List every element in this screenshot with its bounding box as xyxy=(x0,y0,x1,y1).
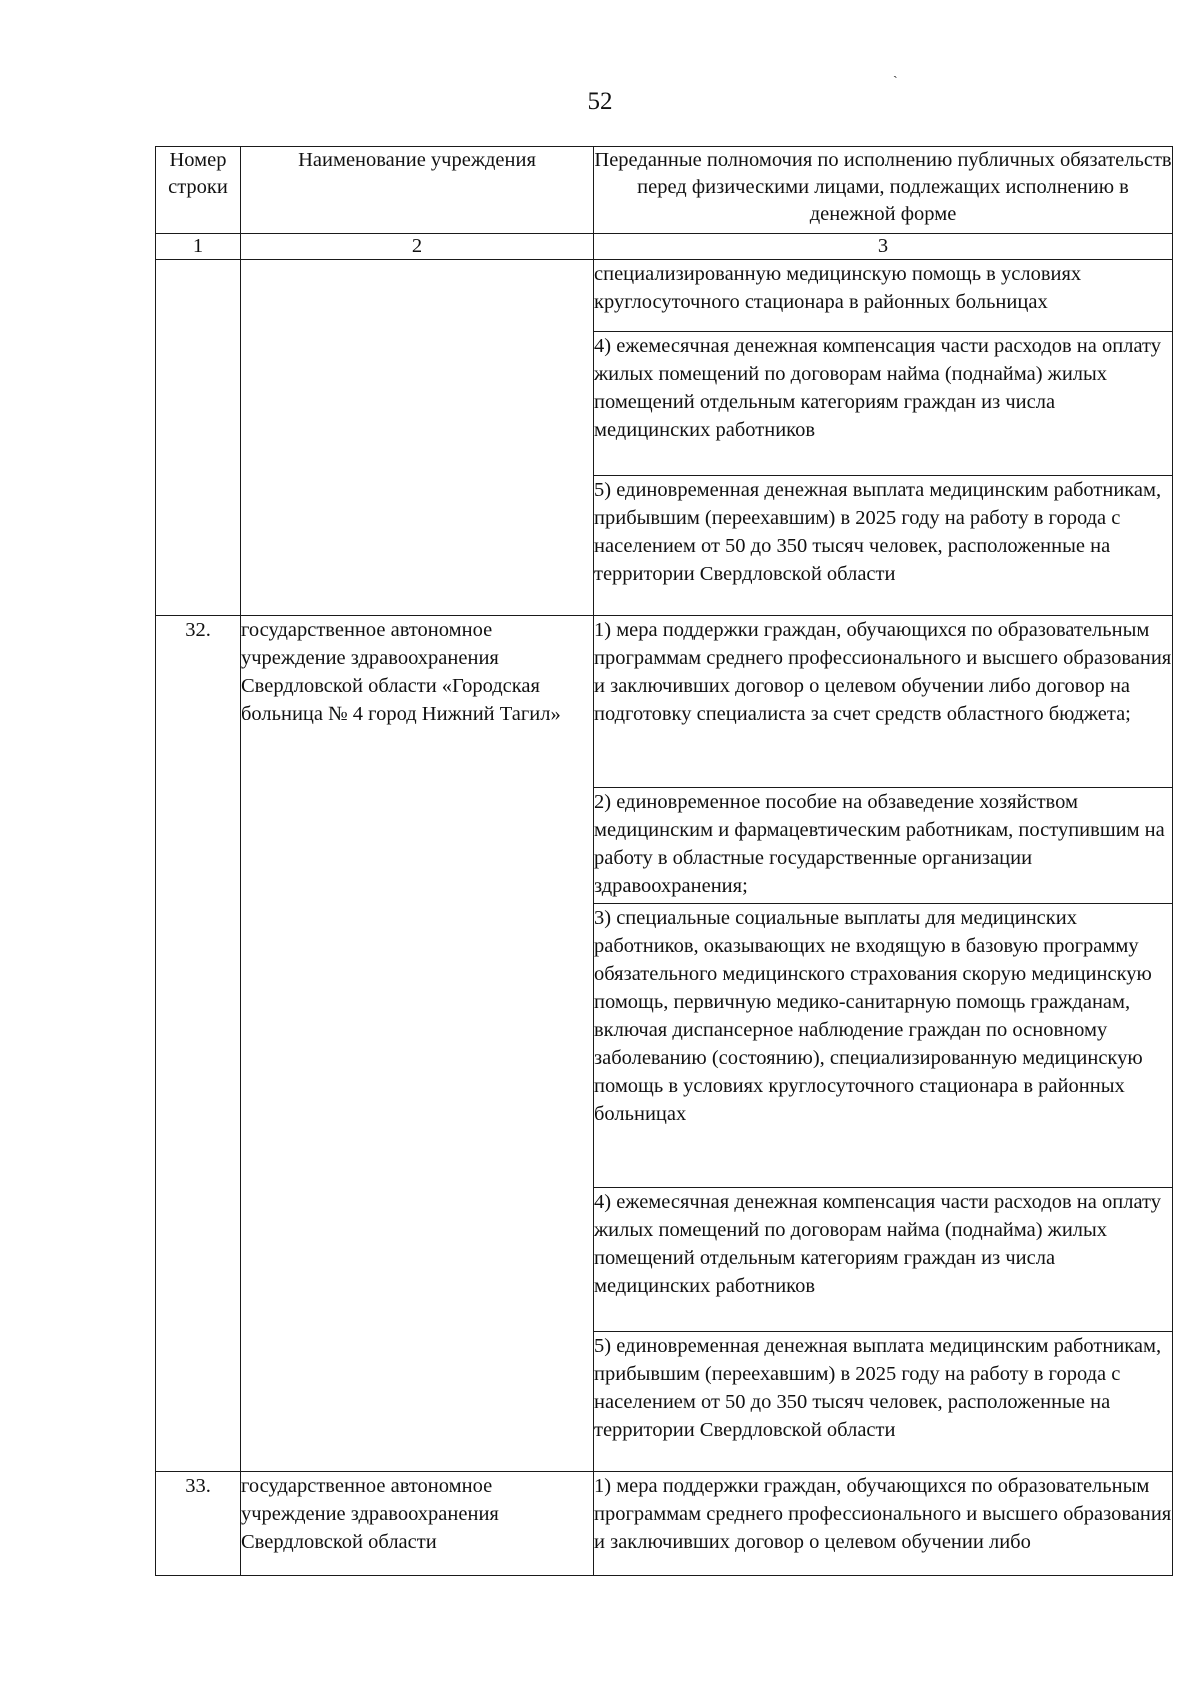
table-row xyxy=(156,1472,1173,1576)
column-number-1: 1 xyxy=(156,234,241,260)
column-number-3: 3 xyxy=(594,234,1173,260)
obligation-cell: 2) единовременное пособие на обзаведение хозяйством медицинским и фармацевтическим работникам, поступившим на работу в областные государственные организации здравоохранения; xyxy=(594,788,1173,904)
obligation-cell: 5) единовременная денежная выплата медицинским работникам, прибывшим (переехавшим) в 2025 году на работу в города с населением от 50 до 350 тысяч человек, расположенные на территории Свердловской области xyxy=(594,1332,1173,1472)
table-header-row xyxy=(156,147,1173,234)
header-institution-name: Наименование учреждения xyxy=(241,147,594,234)
continuation-number-cell xyxy=(156,260,241,616)
obligation-cell: 1) мера поддержки граждан, обучающихся по образовательным программам среднего профессионального и высшего образования и заключивших договор о целевом обучении либо xyxy=(594,1472,1173,1576)
table-row xyxy=(156,260,1173,332)
obligation-cell: 4) ежемесячная денежная компенсация части расходов на оплату жилых помещений по договорам найма (поднайма) жилых помещений отдельным категориям граждан из числа медицинских работников xyxy=(594,332,1173,476)
column-number-row xyxy=(156,234,1173,260)
institution-name: государственное автономное учреждение здравоохранения Свердловской области «Городская больница № 4 город Нижний Тагил» xyxy=(241,616,594,1472)
obligation-cell: 4) ежемесячная денежная компенсация части расходов на оплату жилых помещений по договорам найма (поднайма) жилых помещений отдельным категориям граждан из числа медицинских работников xyxy=(594,1188,1173,1332)
header-row-number: Номер строки xyxy=(156,147,241,234)
scan-mark: ˏ xyxy=(893,64,898,79)
obligation-cell: 1) мера поддержки граждан, обучающихся по образовательным программам среднего профессионального и высшего образования и заключивших договор о целевом обучении либо договор на подготовку специалиста за счет средств областного бюджета; xyxy=(594,616,1173,788)
continuation-institution-cell xyxy=(241,260,594,616)
obligation-cell: 5) единовременная денежная выплата медицинским работникам, прибывшим (переехавшим) в 2025 году на работу в города с населением от 50 до 350 тысяч человек, расположенные на территории Свердловской области xyxy=(594,476,1173,616)
row-number: 32. xyxy=(156,616,241,1472)
header-obligations: Переданные полномочия по исполнению публичных обязательств перед физическими лицами, подлежащих исполнению в денежной форме xyxy=(594,147,1173,234)
column-number-2: 2 xyxy=(241,234,594,260)
institution-name: государственное автономное учреждение здравоохранения Свердловской области xyxy=(241,1472,594,1576)
obligation-cell: специализированную медицинскую помощь в условиях круглосуточного стационара в районных больницах xyxy=(594,260,1173,332)
page-number: 52 xyxy=(587,88,613,115)
table-row xyxy=(156,616,1173,788)
obligations-table xyxy=(155,146,1173,1576)
row-number: 33. xyxy=(156,1472,241,1576)
obligation-cell: 3) специальные социальные выплаты для медицинских работников, оказывающих не входящую в базовую программу обязательного медицинского страхования скорую медицинскую помощь, первичную медико-санитарную помощь гражданам, включая диспансерное наблюдение граждан по основному заболеванию (состоянию), специализированную медицинскую помощь в условиях круглосуточного стационара в районных больницах xyxy=(594,904,1173,1188)
